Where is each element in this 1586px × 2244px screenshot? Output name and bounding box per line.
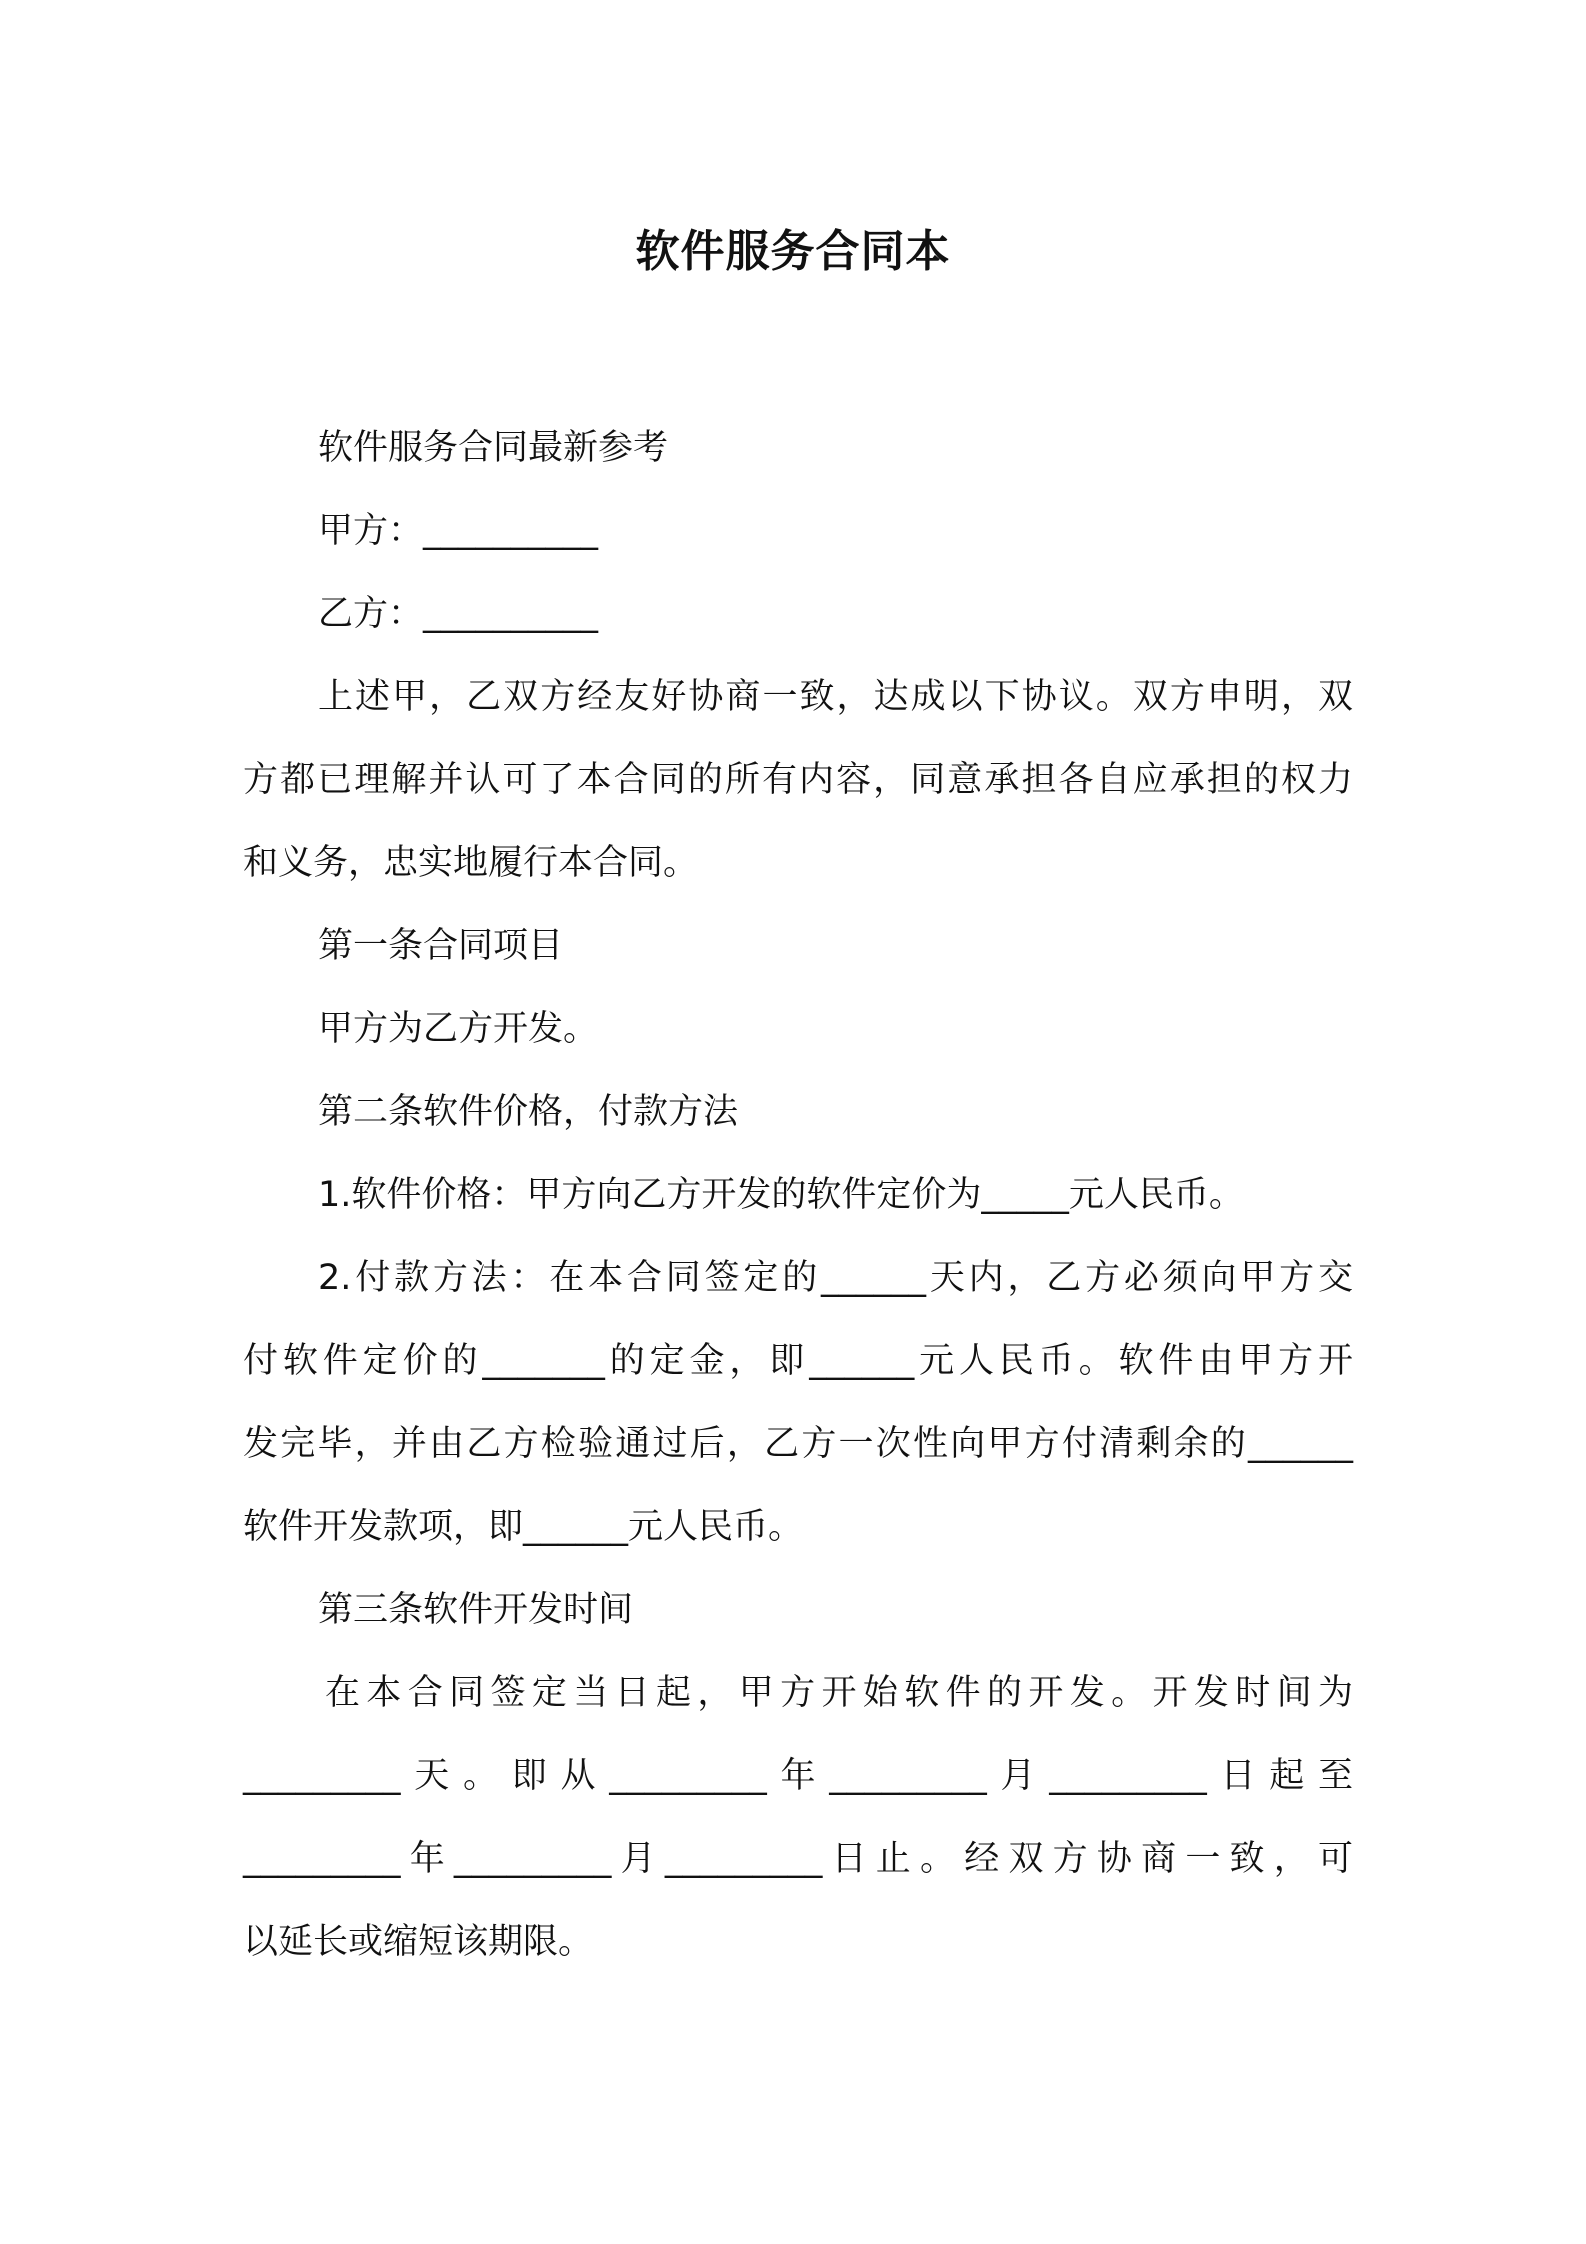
price-clause: 1.软件价格：甲方向乙方开发的软件定价为_____元人民币。 xyxy=(318,1175,1244,1215)
article-1-heading: 第一条合同项目 xyxy=(318,926,564,966)
payment-line-4: 软件开发款项，即______元人民币。 xyxy=(243,1507,804,1547)
schedule-line-1: 在本合同签定当日起，甲方开始软件的开发。开发时间为 xyxy=(325,1673,1353,1713)
payment-line-1: 2.付款方法：在本合同签定的______天内，乙方必须向甲方交 xyxy=(318,1258,1353,1298)
preamble-line-2: 方都已理解并认可了本合同的所有内容，同意承担各自应承担的权力 xyxy=(243,760,1353,800)
party-a-line: 甲方：__________ xyxy=(318,511,599,551)
article-1-text: 甲方为乙方开发。 xyxy=(318,1009,599,1049)
document-title: 软件服务合同本 xyxy=(635,226,951,277)
preamble-line-1: 上述甲，乙双方经友好协商一致，达成以下协议。双方申明，双 xyxy=(318,677,1353,717)
preamble-line-3: 和义务，忠实地履行本合同。 xyxy=(243,843,699,883)
schedule-line-3: _________年_________月_________日止。经双方协商一致，可 xyxy=(243,1839,1353,1879)
paragraph-subtitle: 软件服务合同最新参考 xyxy=(318,428,669,468)
article-3-heading: 第三条软件开发时间 xyxy=(318,1590,634,1630)
party-b-line: 乙方：__________ xyxy=(318,594,599,634)
schedule-line-4: 以延长或缩短该期限。 xyxy=(243,1922,594,1962)
payment-line-3: 发完毕，并由乙方检验通过后，乙方一次性向甲方付清剩余的______ xyxy=(243,1424,1353,1464)
schedule-line-2: _________天。即从_________年_________月_________日起至 xyxy=(243,1756,1353,1796)
article-2-heading: 第二条软件价格，付款方法 xyxy=(318,1092,739,1132)
payment-line-2: 付软件定价的_______的定金，即______元人民币。软件由甲方开 xyxy=(243,1341,1353,1381)
document-body xyxy=(243,407,1353,1984)
